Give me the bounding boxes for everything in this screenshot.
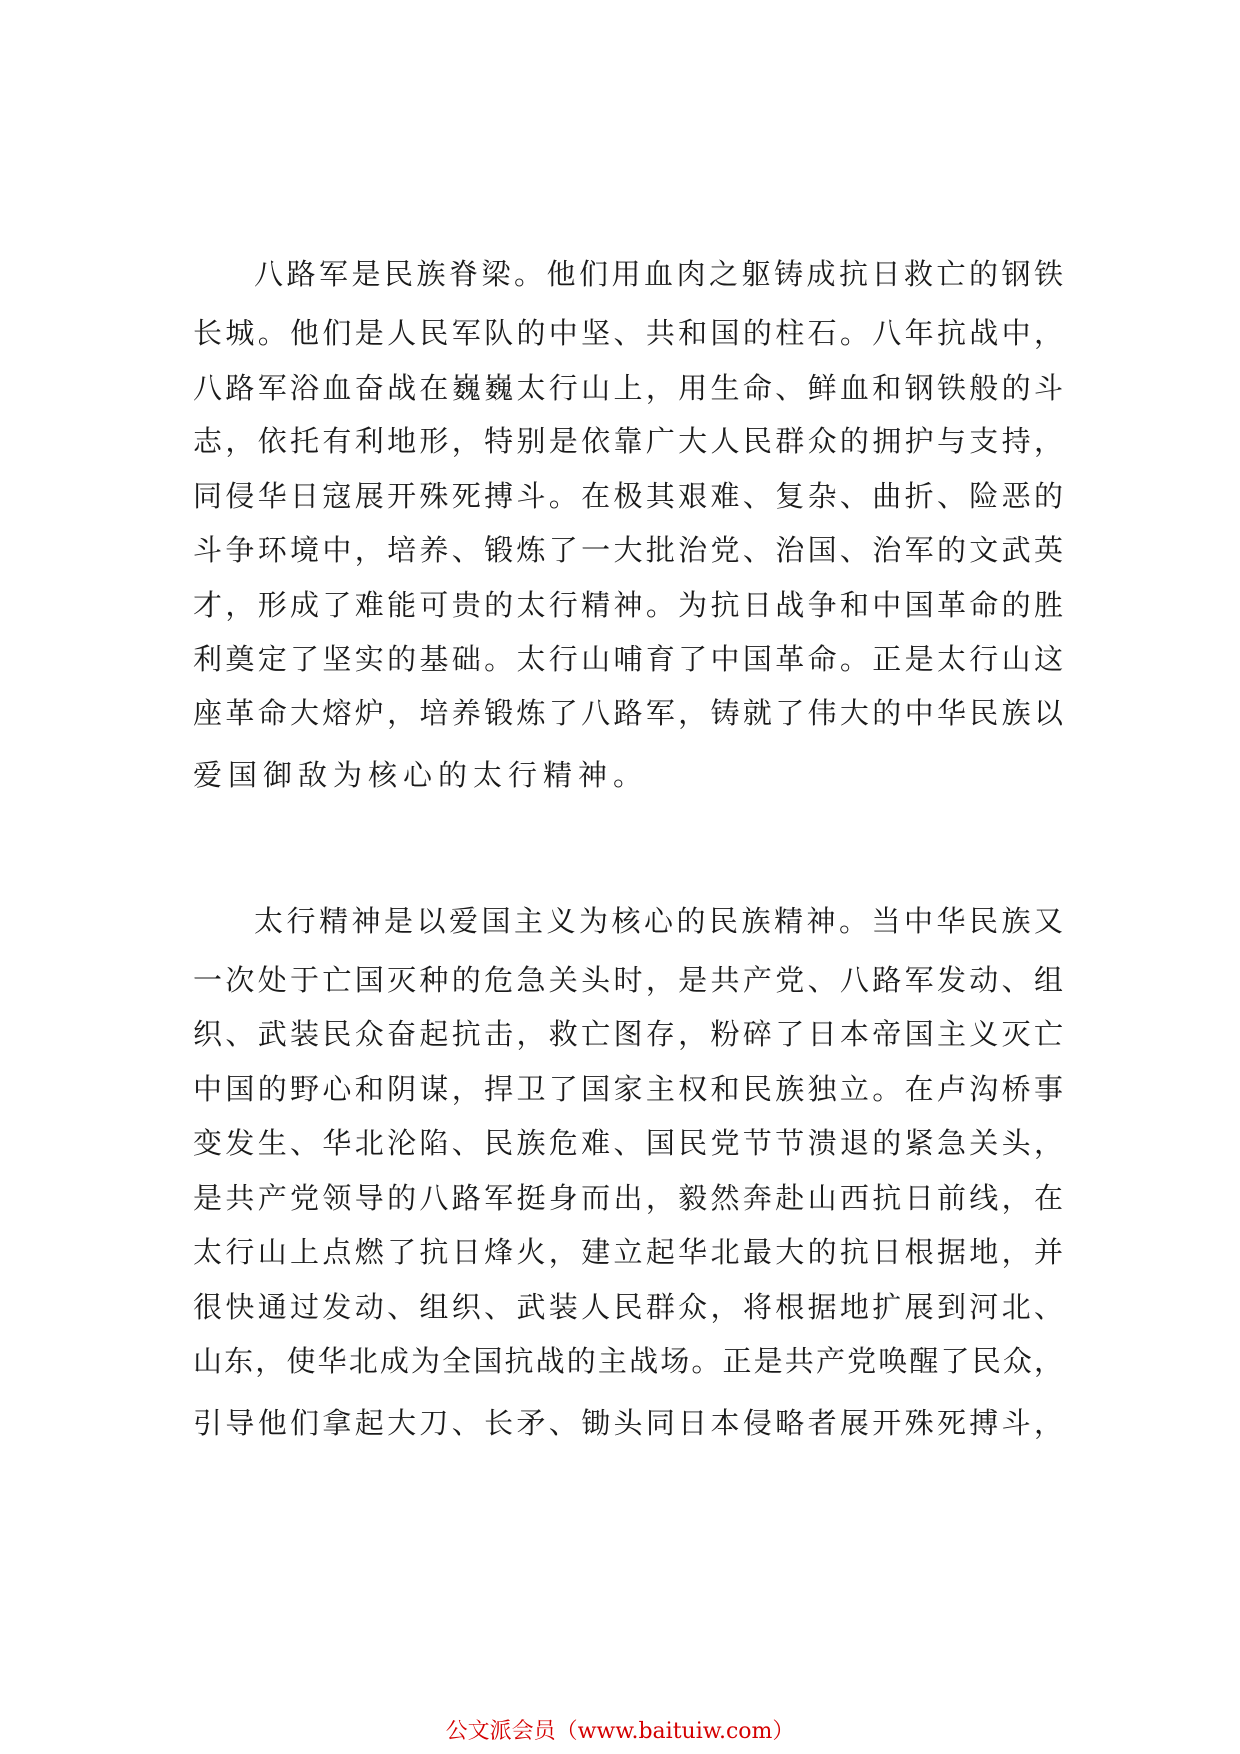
paragraph-line: 太行精神是以爱国主义为核心的民族精神。当中华民族又 [254, 904, 1063, 938]
paragraph-line: 引导他们拿起大刀、长矛、锄头同日本侵略者展开殊死搏斗， [193, 1406, 1063, 1440]
paragraph-line: 爱国御敌为核心的太行精神。 [193, 758, 649, 792]
paragraph-line: 很快通过发动、组织、武装人民群众，将根据地扩展到河北、 [193, 1290, 1063, 1324]
paragraph-line: 座革命大熔炉，培养锻炼了八路军，铸就了伟大的中华民族以 [193, 696, 1063, 730]
paragraph-line: 是共产党领导的八路军挺身而出，毅然奔赴山西抗日前线，在 [193, 1181, 1063, 1215]
paragraph-line: 中国的野心和阴谋，捍卫了国家主权和民族独立。在卢沟桥事 [193, 1072, 1063, 1106]
paragraph-line: 志，依托有利地形，特别是依靠广大人民群众的拥护与支持， [193, 424, 1063, 458]
footer-site-credit: 公文派会员（www.baituiw.com） [445, 1719, 795, 1744]
paragraph-line: 织、武装民众奋起抗击，救亡图存，粉碎了日本帝国主义灭亡 [193, 1017, 1063, 1051]
paragraph-line: 变发生、华北沦陷、民族危难、国民党节节溃退的紧急关头， [193, 1126, 1063, 1160]
paragraph-line: 斗争环境中，培养、锻炼了一大批治党、治国、治军的文武英 [193, 533, 1063, 567]
paragraph-line: 太行山上点燃了抗日烽火，建立起华北最大的抗日根据地，并 [193, 1235, 1063, 1269]
paragraph-line: 同侵华日寇展开殊死搏斗。在极其艰难、复杂、曲折、险恶的 [193, 479, 1063, 513]
paragraph-line: 一次处于亡国灭种的危急关头时，是共产党、八路军发动、组 [193, 963, 1063, 997]
paragraph-line: 山东，使华北成为全国抗战的主战场。正是共产党唤醒了民众， [193, 1344, 1063, 1378]
paragraph-line: 才，形成了难能可贵的太行精神。为抗日战争和中国革命的胜 [193, 588, 1063, 622]
paragraph-line: 八路军是民族脊梁。他们用血肉之躯铸成抗日救亡的钢铁 [254, 257, 1063, 291]
paragraph-line: 利奠定了坚实的基础。太行山哺育了中国革命。正是太行山这 [193, 642, 1063, 676]
paragraph-line: 八路军浴血奋战在巍巍太行山上，用生命、鲜血和钢铁般的斗 [193, 371, 1063, 405]
paragraph-line: 长城。他们是人民军队的中坚、共和国的柱石。八年抗战中， [193, 316, 1063, 350]
